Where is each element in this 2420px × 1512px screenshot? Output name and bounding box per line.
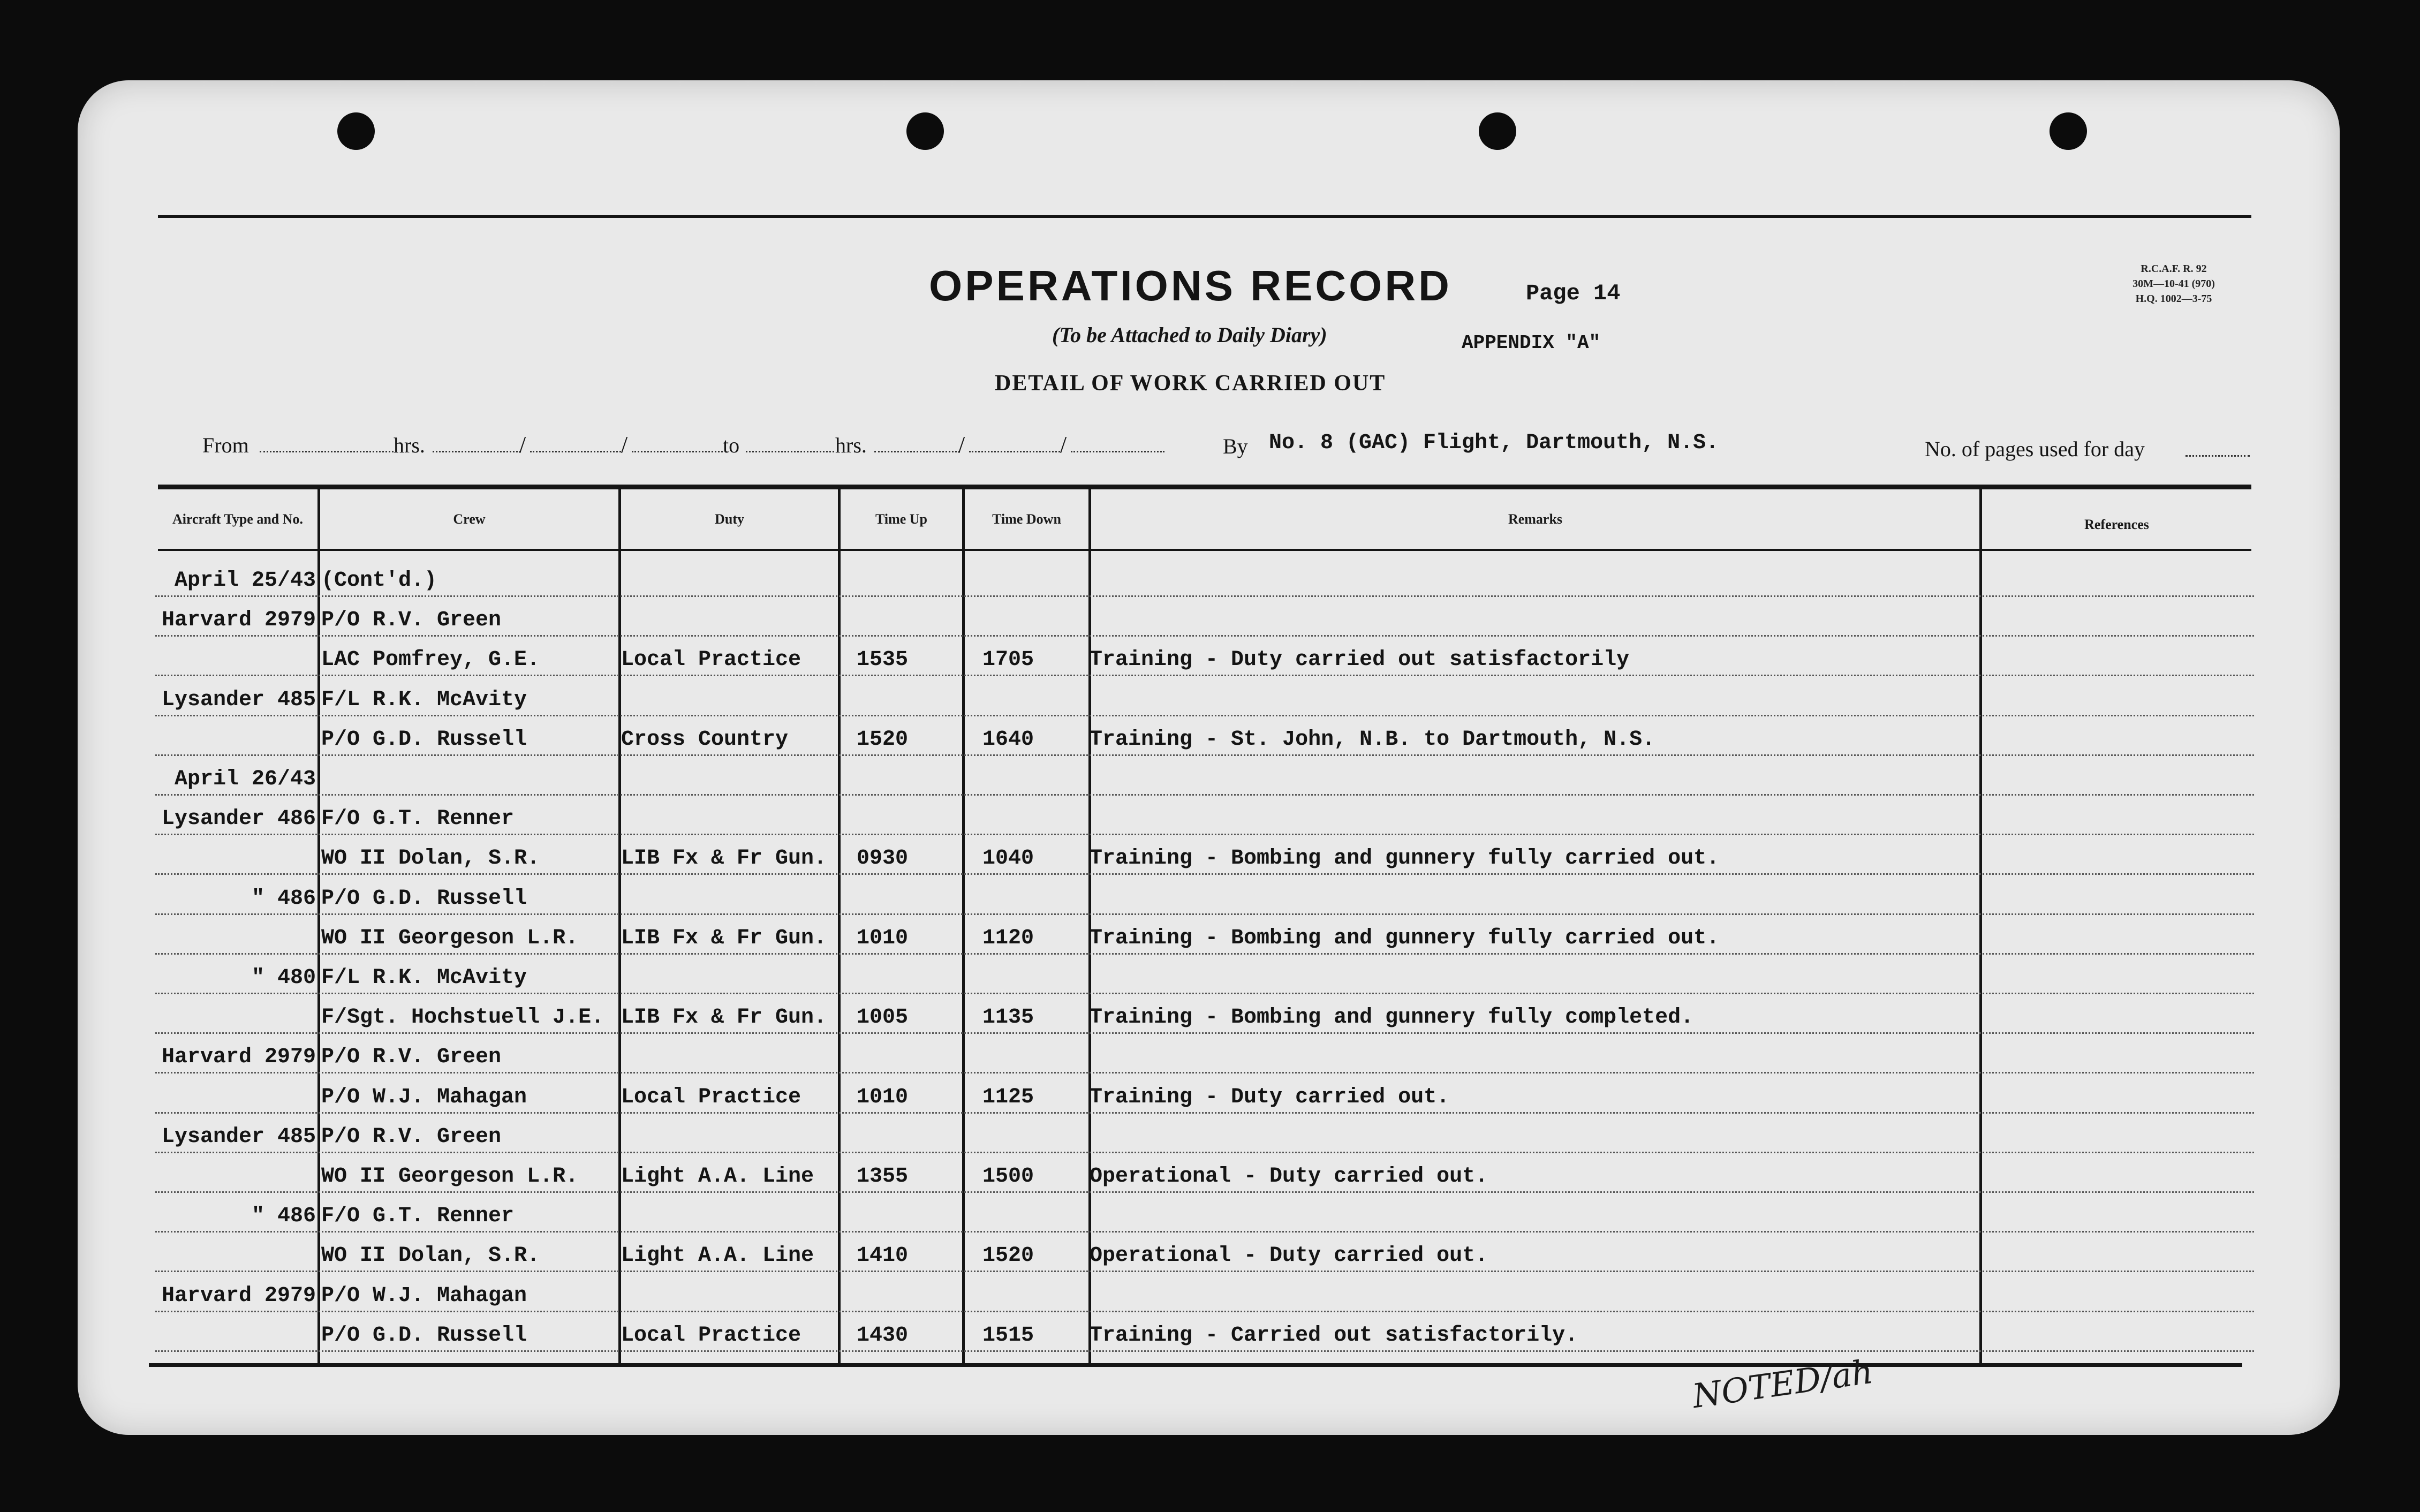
pages-field	[2185, 455, 2250, 457]
cell-duty: Cross Country	[621, 727, 789, 752]
cell-crew: P/O G.D. Russell	[321, 727, 527, 752]
cell-crew: (Cont'd.)	[321, 569, 437, 593]
cell-crew: P/O W.J. Mahagan	[321, 1283, 527, 1308]
slash-mark: /	[621, 432, 628, 458]
cell-down: 1640	[982, 727, 1034, 752]
cell-duty: Light A.A. Line	[621, 1165, 814, 1189]
date-field	[1071, 451, 1164, 452]
cell-crew: P/O R.V. Green	[321, 1045, 502, 1070]
row-rule	[155, 834, 2254, 835]
row-rule	[155, 913, 2254, 915]
cell-duty: LIB Fx & Fr Gun.	[621, 1006, 827, 1030]
table-header-rule	[158, 549, 2251, 551]
column-divider	[962, 488, 965, 1364]
col-header-remarks: Remarks	[1508, 511, 1563, 527]
col-header-time-up: Time Up	[875, 511, 928, 527]
row-rule	[155, 675, 2254, 676]
row-rule	[155, 1112, 2254, 1114]
row-rule	[155, 1191, 2254, 1193]
cell-crew: F/L R.K. McAvity	[321, 966, 527, 990]
hrs-label: hrs.	[835, 433, 867, 457]
cell-down: 1500	[982, 1165, 1034, 1189]
date-field	[530, 451, 621, 452]
table-top-rule	[158, 485, 2251, 489]
from-field	[260, 451, 394, 452]
cell-down: 1520	[982, 1244, 1034, 1268]
cell-crew: F/O G.T. Renner	[321, 1204, 515, 1229]
pages-label: No. of pages used for day	[1925, 437, 2145, 461]
row-rule	[155, 794, 2254, 796]
detail-heading: DETAIL OF WORK CARRIED OUT	[995, 371, 1386, 396]
noted-signature: NOTED/ah	[1690, 1351, 1876, 1416]
cell-aircraft: " 486	[251, 1204, 316, 1229]
cell-crew: P/O R.V. Green	[321, 608, 502, 633]
top-rule	[158, 215, 2251, 218]
cell-remarks: Training - St. John, N.B. to Dartmouth, N.S.	[1090, 727, 1655, 752]
row-rule	[155, 635, 2254, 637]
cell-up: 1520	[857, 727, 909, 752]
slash-mark: /	[1060, 432, 1067, 458]
cell-down: 1705	[982, 648, 1034, 672]
cell-aircraft: " 486	[251, 886, 316, 911]
cell-crew: WO II Georgeson L.R.	[321, 1165, 579, 1189]
hrs-field	[433, 451, 521, 452]
cell-remarks: Training - Bombing and gunnery fully completed.	[1090, 1006, 1694, 1030]
cell-crew: F/O G.T. Renner	[321, 807, 515, 831]
binder-hole	[337, 112, 375, 150]
date-field	[632, 451, 723, 452]
appendix-label: APPENDIX "A"	[1462, 332, 1601, 354]
cell-down: 1120	[982, 926, 1034, 950]
cell-remarks: Training - Duty carried out.	[1090, 1085, 1450, 1109]
cell-down: 1515	[982, 1323, 1034, 1348]
row-rule	[155, 1231, 2254, 1233]
cell-crew: WO II Dolan, S.R.	[321, 846, 540, 871]
cell-up: 1535	[857, 648, 909, 672]
date-field	[969, 451, 1060, 452]
row-rule	[155, 1350, 2254, 1352]
cell-crew: LAC Pomfrey, G.E.	[321, 648, 540, 672]
to-field	[746, 451, 834, 452]
cell-duty: Local Practice	[621, 1085, 801, 1109]
cell-crew: P/O G.D. Russell	[321, 1323, 527, 1348]
form-code-line: R.C.A.F. R. 92	[2141, 263, 2207, 275]
cell-crew: WO II Dolan, S.R.	[321, 1244, 540, 1268]
cell-aircraft: Lysander 485	[161, 687, 316, 712]
cell-remarks: Operational - Duty carried out.	[1090, 1244, 1488, 1268]
row-rule	[155, 715, 2254, 716]
cell-aircraft: Harvard 2979	[161, 1045, 316, 1070]
cell-duty: Local Practice	[621, 1323, 801, 1348]
cell-duty: LIB Fx & Fr Gun.	[621, 846, 827, 871]
slash-mark: /	[958, 432, 965, 458]
cell-crew: WO II Georgeson L.R.	[321, 926, 579, 950]
page-number: Page 14	[1526, 281, 1621, 306]
cell-down: 1125	[982, 1085, 1034, 1109]
cell-crew: F/L R.K. McAvity	[321, 687, 527, 712]
cell-up: 1010	[857, 926, 909, 950]
cell-up: 1010	[857, 1085, 909, 1109]
slash-mark: /	[519, 432, 526, 458]
hrs-label: hrs.	[394, 433, 425, 457]
by-label: By	[1223, 434, 1248, 458]
row-rule	[155, 1152, 2254, 1153]
col-header-references: References	[2084, 517, 2149, 532]
cell-aircraft: Harvard 2979	[161, 1283, 316, 1308]
form-code	[2120, 261, 2227, 306]
column-divider	[1979, 488, 1982, 1364]
cell-remarks: Training - Carried out satisfactorily.	[1090, 1323, 1578, 1348]
cell-aircraft: Lysander 486	[161, 807, 316, 831]
cell-crew: F/Sgt. Hochstuell J.E.	[321, 1006, 604, 1030]
cell-remarks: Training - Bombing and gunnery fully carried out.	[1090, 846, 1720, 871]
cell-crew: P/O G.D. Russell	[321, 886, 527, 911]
cell-up: 1355	[857, 1165, 909, 1189]
column-divider	[838, 488, 841, 1364]
cell-duty: LIB Fx & Fr Gun.	[621, 926, 827, 950]
col-header-aircraft: Aircraft Type and No.	[172, 511, 304, 527]
form-code-line: 30M—10-41 (970)	[2132, 278, 2215, 290]
row-rule	[155, 953, 2254, 955]
cell-aircraft: April 25/43	[174, 569, 316, 593]
cell-aircraft: Lysander 485	[161, 1124, 316, 1149]
row-rule	[155, 1271, 2254, 1272]
column-divider	[317, 488, 320, 1364]
cell-down: 1135	[982, 1006, 1034, 1030]
from-label: From	[202, 433, 249, 457]
table-bottom-rule	[149, 1363, 2242, 1367]
row-rule	[155, 993, 2254, 994]
cell-crew: P/O R.V. Green	[321, 1124, 502, 1149]
cell-up: 1005	[857, 1006, 909, 1030]
col-header-time-down: Time Down	[992, 511, 1061, 527]
hrs-field	[874, 451, 960, 452]
row-rule	[155, 754, 2254, 756]
binder-hole	[1479, 112, 1516, 150]
unit-name: No. 8 (GAC) Flight, Dartmouth, N.S.	[1269, 431, 1719, 455]
binder-hole	[2050, 112, 2087, 150]
form-title: OPERATIONS RECORD	[929, 262, 1452, 309]
cell-remarks: Training - Bombing and gunnery fully carried out.	[1090, 926, 1720, 950]
row-rule	[155, 873, 2254, 875]
form-code-line: H.Q. 1002—3-75	[2135, 293, 2212, 305]
cell-up: 0930	[857, 846, 909, 871]
cell-aircraft: " 480	[251, 966, 316, 990]
cell-aircraft: April 26/43	[174, 767, 316, 791]
to-label: to	[723, 433, 740, 457]
binder-hole	[906, 112, 944, 150]
cell-duty: Light A.A. Line	[621, 1244, 814, 1268]
col-header-duty: Duty	[715, 511, 744, 527]
row-rule	[155, 1311, 2254, 1312]
form-subtitle: (To be Attached to Daily Diary)	[1052, 323, 1327, 347]
row-rule	[155, 1072, 2254, 1073]
col-header-crew: Crew	[453, 511, 486, 527]
cell-remarks: Training - Duty carried out satisfactorily	[1090, 648, 1630, 672]
cell-up: 1410	[857, 1244, 909, 1268]
cell-down: 1040	[982, 846, 1034, 871]
cell-up: 1430	[857, 1323, 909, 1348]
cell-aircraft: Harvard 2979	[161, 608, 316, 633]
cell-remarks: Operational - Duty carried out.	[1090, 1165, 1488, 1189]
cell-crew: P/O W.J. Mahagan	[321, 1085, 527, 1109]
row-rule	[155, 595, 2254, 597]
cell-duty: Local Practice	[621, 648, 801, 672]
row-rule	[155, 1032, 2254, 1034]
